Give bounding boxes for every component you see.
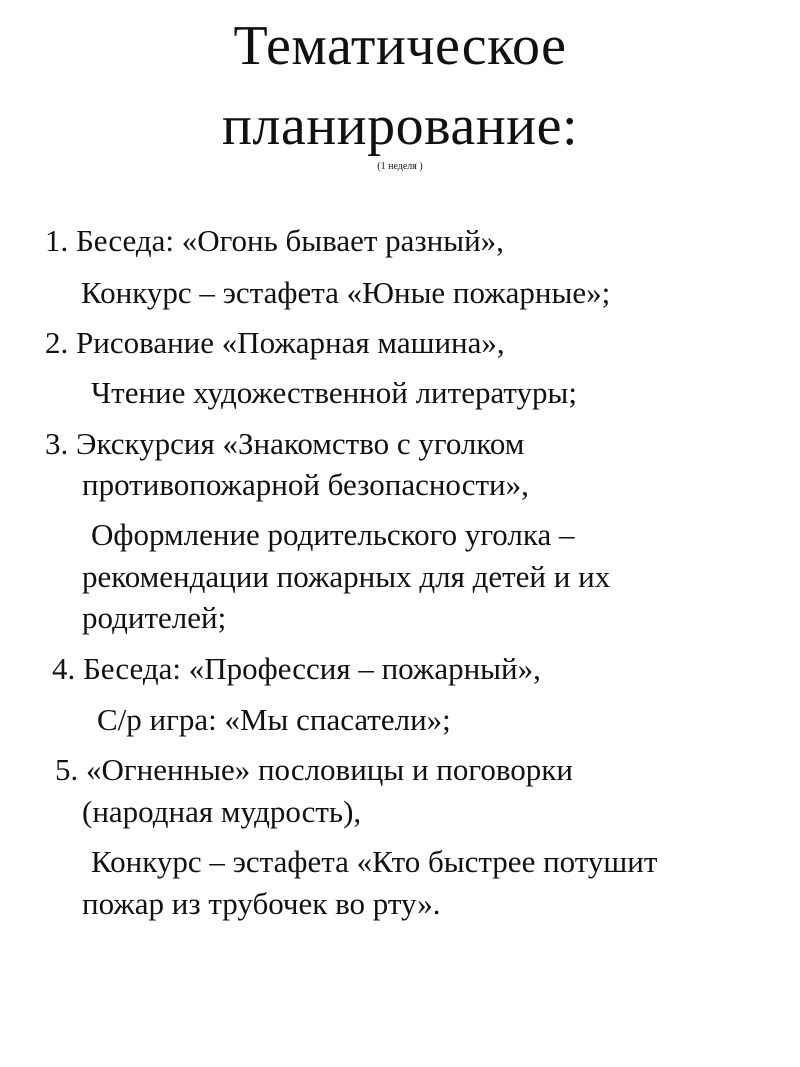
plan-item-3-line-3: Оформление родительского уголка – — [91, 517, 575, 552]
plan-item-3-line-2: противопожарной безопасности», — [82, 467, 529, 502]
plan-item-5-line-1: 5. «Огненные» пословицы и поговорки — [55, 752, 573, 787]
plan-item-2-line-2: Чтение художественной литературы; — [91, 375, 577, 410]
plan-item-1-line-2: Конкурс – эстафета «Юные пожарные»; — [81, 275, 611, 310]
plan-item-3-line-5: родителей; — [82, 600, 227, 635]
plan-item-4-line-2: С/р игра: «Мы спасатели»; — [97, 702, 451, 737]
plan-item-4-line-1: 4. Беседа: «Профессия – пожарный», — [52, 651, 541, 686]
plan-item-3-line-4: рекомендации пожарных для детей и их — [82, 559, 611, 594]
title-line-2: планирование: — [221, 95, 579, 157]
plan-item-5-line-4: пожар из трубочек во рту». — [82, 886, 441, 921]
title-line-1: Тематическое — [233, 15, 567, 77]
plan-item-5-line-3: Конкурс – эстафета «Кто быстрее потушит — [91, 844, 658, 879]
plan-item-3-line-1: 3. Экскурсия «Знакомство с уголком — [45, 426, 525, 461]
plan-item-5-line-2: (народная мудрость), — [82, 794, 362, 829]
plan-item-1-line-1: 1. Беседа: «Огонь бывает разный», — [45, 223, 504, 258]
subtitle: (1 неделя ) — [377, 161, 423, 172]
plan-item-2-line-1: 2. Рисование «Пожарная машина», — [45, 325, 505, 360]
